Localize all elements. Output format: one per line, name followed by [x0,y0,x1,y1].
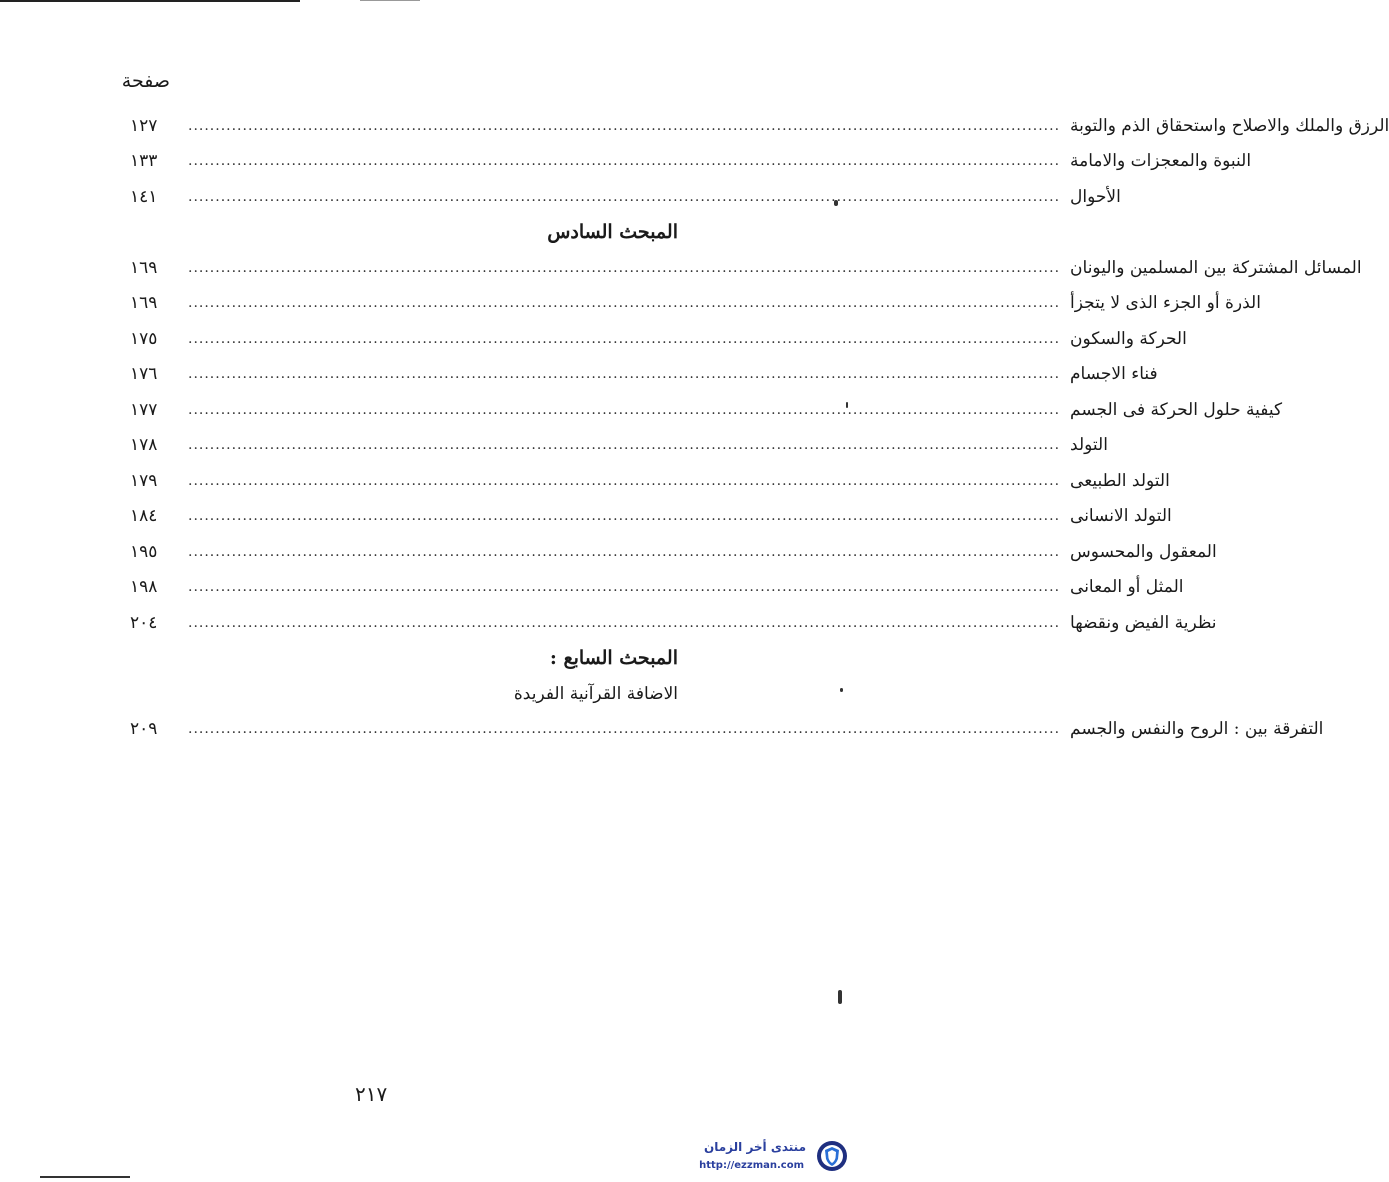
toc-entry-page: ٢٠٩ [130,719,158,740]
toc-entry-title: فناء الاجسام [1070,364,1158,385]
toc-entry [130,357,1158,393]
scan-speck [838,990,842,1004]
toc-entry-page: ١٧٥ [130,328,158,349]
dot-leader: ................................................................................................................................................................ [188,366,1061,383]
table-of-contents [130,108,1389,747]
dot-leader: ................................................................................................................................................................ [188,330,1061,347]
toc-entry [130,108,1389,144]
toc-subheading-text: الاضافة القرآنية الفريدة [513,683,678,704]
toc-entry-page: ١٦٩ [130,293,158,314]
toc-entry [130,321,1187,357]
section-heading-text: المبحث السادس [547,221,678,244]
dot-leader: ................................................................................................................................................................ [188,472,1061,489]
toc-entry [130,605,1217,641]
dot-leader: ................................................................................................................................................................ [188,579,1061,596]
toc-entry [130,712,1324,748]
toc-entry-title: التولد الطبيعى [1070,470,1170,491]
toc-entry-page: ١٨٤ [130,506,158,527]
dot-leader: ................................................................................................................................................................ [188,153,1061,170]
scan-edge-top-faint [360,0,420,1]
toc-entry [130,428,1108,464]
toc-entry-title: الرزق والملك والاصلاح واستحقاق الذم والتوبة [1070,115,1389,136]
dot-leader: ................................................................................................................................................................ [188,614,1061,631]
toc-entry-title: التفرقة بين : الروح والنفس والجسم [1070,719,1324,740]
toc-entry-page: ١٤١ [130,186,158,207]
toc-entry-title: المسائل المشتركة بين المسلمين واليونان [1070,257,1362,278]
toc-entry-page: ١٧٨ [130,435,158,456]
toc-entry-title: نظرية الفيض ونقضها [1070,612,1217,633]
scan-speck [840,688,843,692]
page-column-label: صفحة [121,70,170,92]
toc-entry [130,499,1172,535]
toc-entry-title: كيفية حلول الحركة فى الجسم [1070,399,1283,420]
toc-entry [130,250,1362,286]
section-heading [130,215,678,251]
toc-entry-page: ١٣٣ [130,151,158,172]
dot-leader: ................................................................................................................................................................ [188,543,1061,560]
toc-entry-title: التولد [1070,435,1108,456]
dot-leader: ................................................................................................................................................................ [188,401,1061,418]
toc-entry-page: ١٧٦ [130,364,158,385]
toc-entry-page: ١٧٧ [130,399,158,420]
toc-entry-title: الأحوال [1070,186,1121,207]
toc-entry [130,570,1184,606]
page-number: ٢١٧ [355,1082,388,1106]
scan-edge-bottom [40,1176,130,1178]
toc-entry-title: التولد الانسانى [1070,506,1172,527]
toc-subheading [130,676,678,712]
dot-leader: ................................................................................................................................................................ [188,508,1061,525]
toc-entry-title: النبوة والمعجزات والامامة [1070,151,1252,172]
dot-leader: ................................................................................................................................................................ [188,295,1061,312]
toc-entry [130,144,1252,180]
section-heading-text: المبحث السابع : [549,647,678,670]
shield-logo-icon [816,1140,848,1172]
dot-leader: ................................................................................................................................................................ [188,117,1061,134]
toc-entry-page: ١٢٧ [130,115,158,136]
toc-entry [130,463,1170,499]
watermark-title: منتدى أخر الزمان [704,1140,806,1154]
toc-entry-title: المعقول والمحسوس [1070,541,1217,562]
toc-entry [130,534,1217,570]
toc-entry-page: ١٧٩ [130,470,158,491]
toc-entry-title: الحركة والسكون [1070,328,1187,349]
scan-edge-top [0,0,300,2]
toc-entry [130,392,1283,428]
watermark-url: http://ezzman.com [699,1160,804,1171]
toc-entry-page: ١٩٨ [130,577,158,598]
section-heading [130,641,678,677]
toc-entry-title: المثل أو المعانى [1070,577,1184,598]
toc-entry-page: ٢٠٤ [130,612,158,633]
dot-leader: ................................................................................................................................................................ [188,437,1061,454]
toc-entry-page: ١٩٥ [130,541,158,562]
dot-leader: ................................................................................................................................................................ [188,188,1061,205]
dot-leader: ................................................................................................................................................................ [188,259,1061,276]
dot-leader: ................................................................................................................................................................ [188,721,1061,738]
toc-entry-page: ١٦٩ [130,257,158,278]
toc-entry-title: الذرة أو الجزء الذى لا يتجزأ [1070,293,1261,314]
toc-entry [130,286,1261,322]
toc-entry [130,179,1121,215]
